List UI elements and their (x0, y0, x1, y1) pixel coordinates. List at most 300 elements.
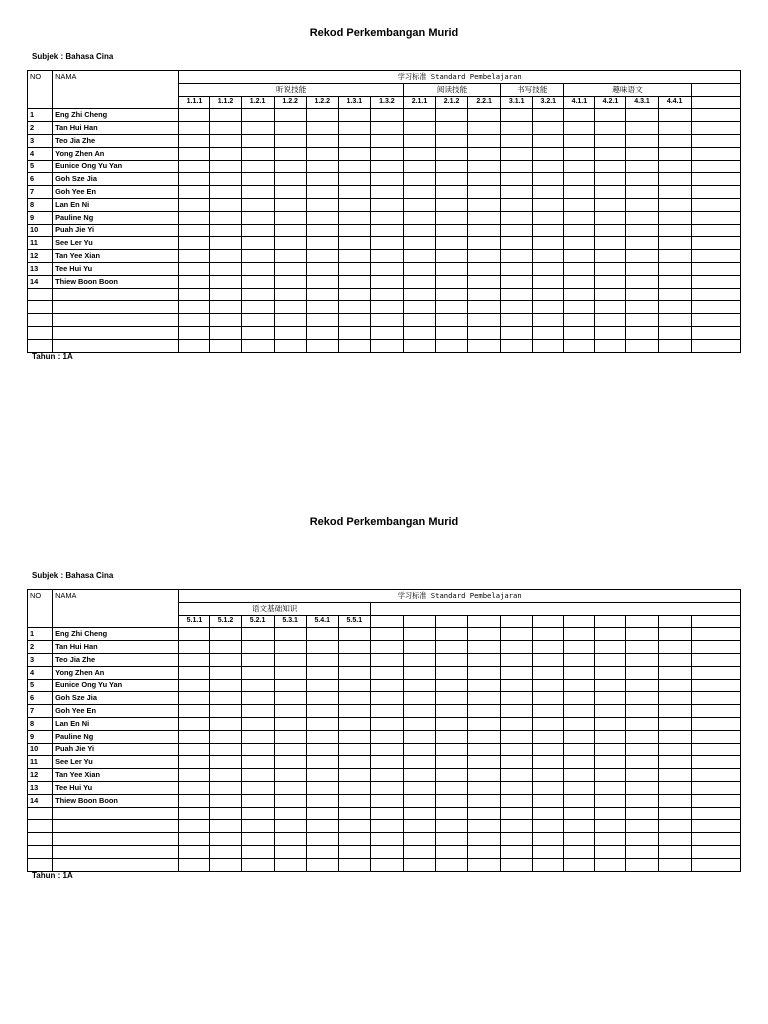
score-cell[interactable] (564, 743, 595, 756)
score-cell[interactable] (626, 160, 658, 173)
score-cell[interactable] (274, 653, 306, 666)
score-cell[interactable] (658, 134, 691, 147)
score-cell[interactable] (691, 109, 740, 122)
score-cell[interactable] (533, 781, 564, 794)
empty-cell[interactable] (338, 858, 370, 871)
score-cell[interactable] (564, 769, 595, 782)
empty-cell[interactable] (274, 820, 306, 833)
score-cell[interactable] (436, 705, 468, 718)
empty-cell[interactable] (28, 833, 53, 846)
score-cell[interactable] (564, 262, 595, 275)
empty-cell[interactable] (403, 301, 435, 314)
score-cell[interactable] (468, 666, 501, 679)
score-cell[interactable] (370, 211, 403, 224)
empty-cell[interactable] (241, 314, 274, 327)
score-cell[interactable] (210, 211, 241, 224)
score-cell[interactable] (370, 186, 403, 199)
score-cell[interactable] (370, 122, 403, 135)
score-cell[interactable] (595, 769, 626, 782)
score-cell[interactable] (370, 641, 403, 654)
score-cell[interactable] (468, 692, 501, 705)
empty-cell[interactable] (468, 288, 501, 301)
score-cell[interactable] (691, 275, 740, 288)
score-cell[interactable] (658, 109, 691, 122)
score-cell[interactable] (595, 109, 626, 122)
score-cell[interactable] (306, 186, 338, 199)
score-cell[interactable] (468, 134, 501, 147)
empty-cell[interactable] (533, 820, 564, 833)
score-cell[interactable] (210, 262, 241, 275)
empty-cell[interactable] (338, 833, 370, 846)
score-cell[interactable] (274, 641, 306, 654)
score-cell[interactable] (691, 160, 740, 173)
score-cell[interactable] (501, 198, 533, 211)
score-cell[interactable] (306, 756, 338, 769)
score-cell[interactable] (241, 173, 274, 186)
empty-cell[interactable] (210, 807, 241, 820)
score-cell[interactable] (403, 160, 435, 173)
empty-cell[interactable] (179, 833, 210, 846)
score-cell[interactable] (179, 794, 210, 807)
score-cell[interactable] (403, 679, 435, 692)
empty-cell[interactable] (338, 339, 370, 352)
empty-cell[interactable] (210, 833, 241, 846)
score-cell[interactable] (468, 224, 501, 237)
score-cell[interactable] (626, 628, 658, 641)
score-cell[interactable] (210, 743, 241, 756)
empty-cell[interactable] (274, 314, 306, 327)
score-cell[interactable] (306, 641, 338, 654)
empty-cell[interactable] (468, 820, 501, 833)
score-cell[interactable] (436, 781, 468, 794)
score-cell[interactable] (533, 147, 564, 160)
score-cell[interactable] (533, 679, 564, 692)
score-cell[interactable] (436, 262, 468, 275)
score-cell[interactable] (468, 705, 501, 718)
empty-cell[interactable] (241, 301, 274, 314)
score-cell[interactable] (691, 717, 740, 730)
empty-cell[interactable] (210, 339, 241, 352)
empty-cell[interactable] (28, 288, 53, 301)
score-cell[interactable] (436, 109, 468, 122)
empty-cell[interactable] (274, 833, 306, 846)
score-cell[interactable] (210, 198, 241, 211)
score-cell[interactable] (210, 237, 241, 250)
score-cell[interactable] (179, 628, 210, 641)
score-cell[interactable] (241, 781, 274, 794)
score-cell[interactable] (564, 641, 595, 654)
empty-cell[interactable] (501, 845, 533, 858)
score-cell[interactable] (241, 705, 274, 718)
empty-cell[interactable] (306, 339, 338, 352)
empty-cell[interactable] (501, 858, 533, 871)
empty-cell[interactable] (306, 807, 338, 820)
score-cell[interactable] (501, 186, 533, 199)
empty-cell[interactable] (658, 833, 691, 846)
score-cell[interactable] (658, 794, 691, 807)
score-cell[interactable] (241, 730, 274, 743)
empty-cell[interactable] (179, 326, 210, 339)
score-cell[interactable] (501, 160, 533, 173)
score-cell[interactable] (370, 743, 403, 756)
empty-cell[interactable] (210, 314, 241, 327)
score-cell[interactable] (241, 794, 274, 807)
empty-cell[interactable] (370, 339, 403, 352)
score-cell[interactable] (179, 781, 210, 794)
score-cell[interactable] (691, 781, 740, 794)
score-cell[interactable] (306, 769, 338, 782)
score-cell[interactable] (533, 262, 564, 275)
score-cell[interactable] (501, 109, 533, 122)
empty-cell[interactable] (53, 820, 179, 833)
score-cell[interactable] (468, 628, 501, 641)
empty-cell[interactable] (370, 326, 403, 339)
score-cell[interactable] (436, 134, 468, 147)
score-cell[interactable] (179, 692, 210, 705)
score-cell[interactable] (595, 237, 626, 250)
score-cell[interactable] (274, 679, 306, 692)
score-cell[interactable] (306, 679, 338, 692)
score-cell[interactable] (468, 122, 501, 135)
score-cell[interactable] (691, 641, 740, 654)
score-cell[interactable] (210, 794, 241, 807)
empty-cell[interactable] (179, 288, 210, 301)
empty-cell[interactable] (658, 314, 691, 327)
empty-cell[interactable] (338, 314, 370, 327)
score-cell[interactable] (274, 237, 306, 250)
score-cell[interactable] (338, 653, 370, 666)
score-cell[interactable] (338, 628, 370, 641)
score-cell[interactable] (533, 743, 564, 756)
score-cell[interactable] (241, 109, 274, 122)
score-cell[interactable] (533, 756, 564, 769)
score-cell[interactable] (338, 109, 370, 122)
score-cell[interactable] (533, 692, 564, 705)
score-cell[interactable] (370, 275, 403, 288)
score-cell[interactable] (533, 641, 564, 654)
score-cell[interactable] (626, 134, 658, 147)
empty-cell[interactable] (370, 845, 403, 858)
score-cell[interactable] (403, 794, 435, 807)
empty-cell[interactable] (564, 807, 595, 820)
empty-cell[interactable] (179, 858, 210, 871)
score-cell[interactable] (595, 781, 626, 794)
score-cell[interactable] (564, 186, 595, 199)
score-cell[interactable] (564, 666, 595, 679)
score-cell[interactable] (210, 666, 241, 679)
score-cell[interactable] (306, 628, 338, 641)
empty-cell[interactable] (210, 820, 241, 833)
empty-cell[interactable] (691, 326, 740, 339)
score-cell[interactable] (370, 224, 403, 237)
score-cell[interactable] (306, 173, 338, 186)
score-cell[interactable] (241, 692, 274, 705)
score-cell[interactable] (403, 224, 435, 237)
score-cell[interactable] (403, 186, 435, 199)
empty-cell[interactable] (533, 339, 564, 352)
empty-cell[interactable] (595, 820, 626, 833)
score-cell[interactable] (658, 730, 691, 743)
empty-cell[interactable] (28, 845, 53, 858)
score-cell[interactable] (691, 237, 740, 250)
empty-cell[interactable] (403, 833, 435, 846)
score-cell[interactable] (306, 692, 338, 705)
score-cell[interactable] (403, 666, 435, 679)
empty-cell[interactable] (306, 858, 338, 871)
score-cell[interactable] (338, 705, 370, 718)
score-cell[interactable] (403, 628, 435, 641)
score-cell[interactable] (241, 641, 274, 654)
score-cell[interactable] (306, 237, 338, 250)
score-cell[interactable] (501, 628, 533, 641)
score-cell[interactable] (274, 781, 306, 794)
empty-cell[interactable] (436, 820, 468, 833)
empty-cell[interactable] (658, 858, 691, 871)
score-cell[interactable] (370, 794, 403, 807)
score-cell[interactable] (564, 679, 595, 692)
score-cell[interactable] (595, 705, 626, 718)
empty-cell[interactable] (436, 845, 468, 858)
score-cell[interactable] (658, 211, 691, 224)
score-cell[interactable] (210, 679, 241, 692)
empty-cell[interactable] (436, 326, 468, 339)
score-cell[interactable] (626, 173, 658, 186)
score-cell[interactable] (533, 198, 564, 211)
empty-cell[interactable] (468, 314, 501, 327)
empty-cell[interactable] (403, 858, 435, 871)
empty-cell[interactable] (626, 858, 658, 871)
score-cell[interactable] (370, 653, 403, 666)
score-cell[interactable] (436, 730, 468, 743)
score-cell[interactable] (338, 186, 370, 199)
score-cell[interactable] (179, 769, 210, 782)
score-cell[interactable] (338, 237, 370, 250)
score-cell[interactable] (179, 211, 210, 224)
empty-cell[interactable] (691, 288, 740, 301)
empty-cell[interactable] (370, 858, 403, 871)
empty-cell[interactable] (501, 833, 533, 846)
empty-cell[interactable] (595, 833, 626, 846)
score-cell[interactable] (595, 147, 626, 160)
score-cell[interactable] (468, 211, 501, 224)
empty-cell[interactable] (533, 314, 564, 327)
score-cell[interactable] (370, 262, 403, 275)
score-cell[interactable] (691, 769, 740, 782)
score-cell[interactable] (468, 743, 501, 756)
empty-cell[interactable] (403, 339, 435, 352)
empty-cell[interactable] (274, 858, 306, 871)
score-cell[interactable] (595, 224, 626, 237)
score-cell[interactable] (436, 250, 468, 263)
empty-cell[interactable] (501, 314, 533, 327)
empty-cell[interactable] (210, 288, 241, 301)
empty-cell[interactable] (179, 301, 210, 314)
score-cell[interactable] (501, 275, 533, 288)
score-cell[interactable] (179, 237, 210, 250)
score-cell[interactable] (338, 224, 370, 237)
score-cell[interactable] (564, 173, 595, 186)
score-cell[interactable] (241, 262, 274, 275)
empty-cell[interactable] (436, 807, 468, 820)
score-cell[interactable] (306, 198, 338, 211)
empty-cell[interactable] (626, 807, 658, 820)
empty-cell[interactable] (53, 288, 179, 301)
score-cell[interactable] (210, 628, 241, 641)
score-cell[interactable] (274, 628, 306, 641)
score-cell[interactable] (626, 653, 658, 666)
empty-cell[interactable] (595, 326, 626, 339)
empty-cell[interactable] (626, 820, 658, 833)
score-cell[interactable] (691, 262, 740, 275)
score-cell[interactable] (210, 692, 241, 705)
empty-cell[interactable] (595, 314, 626, 327)
score-cell[interactable] (595, 173, 626, 186)
empty-cell[interactable] (626, 288, 658, 301)
empty-cell[interactable] (468, 301, 501, 314)
score-cell[interactable] (468, 186, 501, 199)
score-cell[interactable] (403, 122, 435, 135)
empty-cell[interactable] (691, 833, 740, 846)
score-cell[interactable] (658, 275, 691, 288)
empty-cell[interactable] (210, 326, 241, 339)
empty-cell[interactable] (241, 858, 274, 871)
score-cell[interactable] (306, 147, 338, 160)
score-cell[interactable] (274, 109, 306, 122)
empty-cell[interactable] (564, 314, 595, 327)
score-cell[interactable] (595, 250, 626, 263)
empty-cell[interactable] (306, 833, 338, 846)
empty-cell[interactable] (53, 339, 179, 352)
score-cell[interactable] (436, 275, 468, 288)
score-cell[interactable] (533, 250, 564, 263)
score-cell[interactable] (179, 666, 210, 679)
score-cell[interactable] (595, 653, 626, 666)
score-cell[interactable] (274, 250, 306, 263)
score-cell[interactable] (626, 122, 658, 135)
empty-cell[interactable] (501, 339, 533, 352)
score-cell[interactable] (403, 275, 435, 288)
score-cell[interactable] (595, 198, 626, 211)
empty-cell[interactable] (564, 833, 595, 846)
empty-cell[interactable] (468, 807, 501, 820)
score-cell[interactable] (306, 262, 338, 275)
score-cell[interactable] (691, 250, 740, 263)
score-cell[interactable] (691, 628, 740, 641)
empty-cell[interactable] (53, 845, 179, 858)
score-cell[interactable] (436, 666, 468, 679)
score-cell[interactable] (564, 717, 595, 730)
score-cell[interactable] (468, 641, 501, 654)
score-cell[interactable] (338, 794, 370, 807)
empty-cell[interactable] (338, 301, 370, 314)
score-cell[interactable] (436, 628, 468, 641)
score-cell[interactable] (595, 743, 626, 756)
score-cell[interactable] (241, 769, 274, 782)
score-cell[interactable] (403, 756, 435, 769)
empty-cell[interactable] (691, 314, 740, 327)
score-cell[interactable] (658, 653, 691, 666)
score-cell[interactable] (501, 679, 533, 692)
score-cell[interactable] (210, 705, 241, 718)
score-cell[interactable] (595, 679, 626, 692)
score-cell[interactable] (241, 250, 274, 263)
score-cell[interactable] (564, 237, 595, 250)
score-cell[interactable] (179, 653, 210, 666)
score-cell[interactable] (564, 730, 595, 743)
empty-cell[interactable] (658, 339, 691, 352)
score-cell[interactable] (210, 224, 241, 237)
score-cell[interactable] (241, 743, 274, 756)
empty-cell[interactable] (338, 820, 370, 833)
score-cell[interactable] (274, 717, 306, 730)
empty-cell[interactable] (241, 288, 274, 301)
score-cell[interactable] (501, 224, 533, 237)
score-cell[interactable] (626, 186, 658, 199)
score-cell[interactable] (468, 109, 501, 122)
score-cell[interactable] (501, 237, 533, 250)
empty-cell[interactable] (501, 807, 533, 820)
score-cell[interactable] (626, 717, 658, 730)
score-cell[interactable] (468, 173, 501, 186)
empty-cell[interactable] (179, 314, 210, 327)
score-cell[interactable] (626, 666, 658, 679)
score-cell[interactable] (338, 275, 370, 288)
score-cell[interactable] (179, 705, 210, 718)
score-cell[interactable] (691, 653, 740, 666)
score-cell[interactable] (658, 641, 691, 654)
score-cell[interactable] (370, 717, 403, 730)
empty-cell[interactable] (403, 820, 435, 833)
score-cell[interactable] (533, 730, 564, 743)
score-cell[interactable] (403, 730, 435, 743)
empty-cell[interactable] (691, 845, 740, 858)
score-cell[interactable] (306, 224, 338, 237)
score-cell[interactable] (626, 224, 658, 237)
score-cell[interactable] (306, 160, 338, 173)
empty-cell[interactable] (338, 807, 370, 820)
score-cell[interactable] (338, 717, 370, 730)
score-cell[interactable] (179, 743, 210, 756)
score-cell[interactable] (338, 679, 370, 692)
score-cell[interactable] (595, 275, 626, 288)
score-cell[interactable] (179, 173, 210, 186)
score-cell[interactable] (533, 211, 564, 224)
empty-cell[interactable] (626, 301, 658, 314)
score-cell[interactable] (691, 224, 740, 237)
score-cell[interactable] (658, 262, 691, 275)
score-cell[interactable] (658, 743, 691, 756)
score-cell[interactable] (179, 122, 210, 135)
empty-cell[interactable] (241, 326, 274, 339)
empty-cell[interactable] (28, 807, 53, 820)
score-cell[interactable] (691, 743, 740, 756)
score-cell[interactable] (658, 769, 691, 782)
empty-cell[interactable] (274, 301, 306, 314)
score-cell[interactable] (658, 186, 691, 199)
score-cell[interactable] (436, 198, 468, 211)
empty-cell[interactable] (468, 845, 501, 858)
score-cell[interactable] (370, 679, 403, 692)
score-cell[interactable] (626, 781, 658, 794)
score-cell[interactable] (658, 147, 691, 160)
score-cell[interactable] (274, 147, 306, 160)
score-cell[interactable] (564, 198, 595, 211)
score-cell[interactable] (338, 211, 370, 224)
score-cell[interactable] (436, 756, 468, 769)
empty-cell[interactable] (53, 833, 179, 846)
score-cell[interactable] (691, 794, 740, 807)
score-cell[interactable] (274, 756, 306, 769)
